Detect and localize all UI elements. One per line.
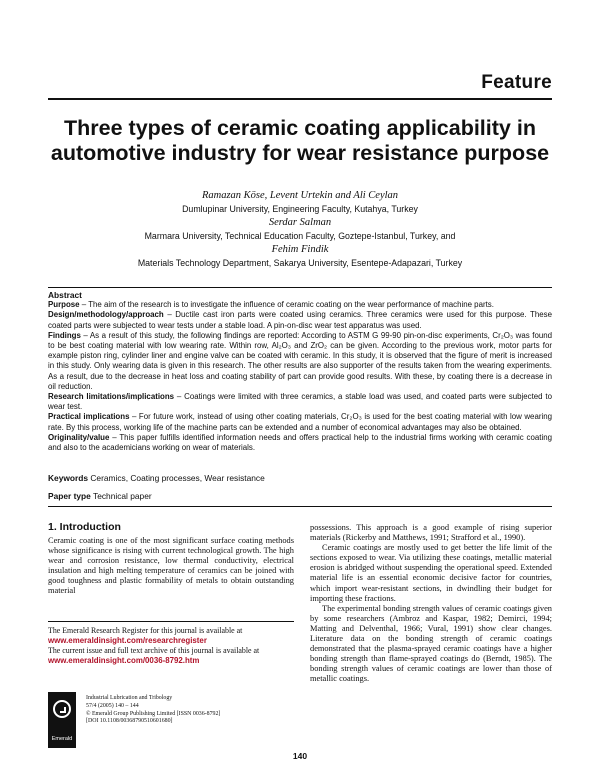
research-register-link[interactable]: www.emeraldinsight.com/researchregister [48,636,207,645]
journal-name: Industrial Lubrication and Tribology [86,695,173,701]
header-rule [48,98,552,100]
paper-type-text: Technical paper [90,491,152,501]
findings-text: – As a result of this study, the following findings are reported: According to ASTM G 99-90 pin-on-disc experiments, Cr₂O₃ was found to be best coating material with low wearing rate. Within row, Al₂O₃ and ZrO₂ can be given. According to the previous work, motor parts for example piston ring, cylinder liner and engine valve can be coated with ceramic. In this study, it is observed that the figure of merit is increased in this study. Only wearing data is given in this research. The other results are also supporter of the results taken from the wearing experiments. As a result, due to the decrease in heat loss and coating stability of part can provide good results. With these, by coating there is a decrease in oil reduction. [48,330,552,391]
journal-doi: [DOI 10.1108/00368790510601680] [86,718,173,725]
author-affiliation-3: Materials Technology Department, Sakarya University, Esentepe-Adapazari, Turkey [137,257,463,268]
author-affiliation-2: Marmara University, Technical Education Faculty, Goztepe-Istanbul, Turkey, and [144,230,456,241]
paper-title: Three types of ceramic coating applicability in automotive industry for wear resistance purpose [50,116,550,165]
footnote-line-2: The current issue and full text archive of this journal is available at [48,646,260,655]
abstract-findings [48,331,552,392]
intro-right-paragraph-2: Ceramic coatings are mostly used to get better the life limit of the sections exposed to wear. Via utilizing these coatings, metallic material erosion is abridged without suspending the operational speed. Extended material life is an essential economic decisive factor for countries, which import wear-resistant sections, in dwindling their budget for importing these fractions. [310,543,552,603]
intro-right-column [310,523,552,685]
abstract-practical [48,412,552,432]
abstract-originality [48,433,552,453]
abstract [48,290,552,453]
emerald-logo [48,692,76,748]
abstract-purpose [48,300,552,310]
section-label: Feature [481,72,552,93]
originality-label: Originality/value [48,432,110,442]
footnote-rule [48,621,294,622]
practical-label: Practical implications [48,412,130,422]
author-affiliation-1: Dumlupinar University, Engineering Faculty, Kutahya, Turkey [182,203,418,214]
abstract-heading: Abstract [48,290,82,300]
author-names-2: Serdar Salman [268,217,332,228]
limitations-text: – Coatings were limited with three ceramics, a stable load was used, and coated parts were subjected to wear test. [48,392,552,412]
keywords [48,473,552,483]
intro-left-column: Ceramic coating is one of the most significant surface coating methods whose significance is rising with current technological growth. The high wear and corrosion resistance, low thermal conductivity, electrical insulation and high melting temperature of ceramics can be joined with good toughness and plastic formability of metals to obtain outstanding material [48,536,294,596]
paper-type [48,491,552,501]
footnote-line-1: The Emerald Research Register for this journal is available at [48,626,243,635]
journal-info [86,695,296,726]
abstract-limitations [48,392,552,412]
intro-heading: 1. Introduction [48,521,121,533]
keywords-label: Keywords [48,473,89,483]
author-names-1: Ramazan Köse, Levent Urtekin and Ali Ceylan [201,190,399,201]
emerald-logo-icon [53,700,71,718]
limitations-label: Research limitations/implications [48,392,175,402]
purpose-text: – The aim of the research is to investigate the influence of ceramic coating on the wear performance of machine parts. [79,300,494,310]
footnote [48,626,294,666]
intro-right-paragraph-3: The experimental bonding strength values of ceramic coatings given by some researchers (Ambroz and Kaspar, 1982; Demirci, 1994; Matting and Delventhal, 1966; Vural, 1991) show clear changes. Literature data on the bonding strength of ceramic coatings demonstrated that the plasma-sprayed ceramic coatings have a higher bonding strength than flame-sprayed coatings do (Berndt, 1985). The bonding strength values of ceramic coatings are lower than those of metallic coatings. [310,603,552,684]
paper-type-label: Paper type [48,491,91,501]
author-block [48,190,552,269]
paper-type-rule [48,506,552,507]
findings-label: Findings [48,330,81,340]
journal-copyright: © Emerald Group Publishing Limited [ISSN 0036-8792] [86,710,221,717]
practical-text: – For future work, instead of using other coating materials, Cr₂O₃ is used for the best coating material with low wearing rate. By this process, working life of the machine parts can be extended and a number of economical advantages may also be obtained. [48,412,552,432]
design-text: – Ductile cast iron parts were coated using ceramics. Three ceramics were used for this purpose. These coated parts were subjected to wear tests under a stable load. A pin-on-disc wear test apparatus was used. [48,310,552,330]
design-label: Design/methodology/approach [48,310,164,320]
keywords-text: Ceramics, Coating processes, Wear resistance [88,473,265,483]
author-names-3: Fehim Findik [271,244,329,255]
journal-archive-link[interactable]: www.emeraldinsight.com/0036-8792.htm [48,656,200,665]
abstract-rule [48,287,552,288]
journal-volume: 57/4 (2005) 140 – 144 [86,702,139,709]
originality-text: – This paper fulfills identified information needs and offers practical help to the industrial firms working with ceramic coating and also to the academicians working on wear of materials. [48,432,552,453]
abstract-design [48,310,552,330]
intro-right-paragraph-1: possessions. This approach is a good example of rising superior materials (Rickerby and Matthews, 1991; Strafford et al., 1990). [310,523,552,543]
purpose-label: Purpose [48,300,80,310]
logo-text: Emerald [51,736,73,742]
page-number: 140 [292,751,308,761]
